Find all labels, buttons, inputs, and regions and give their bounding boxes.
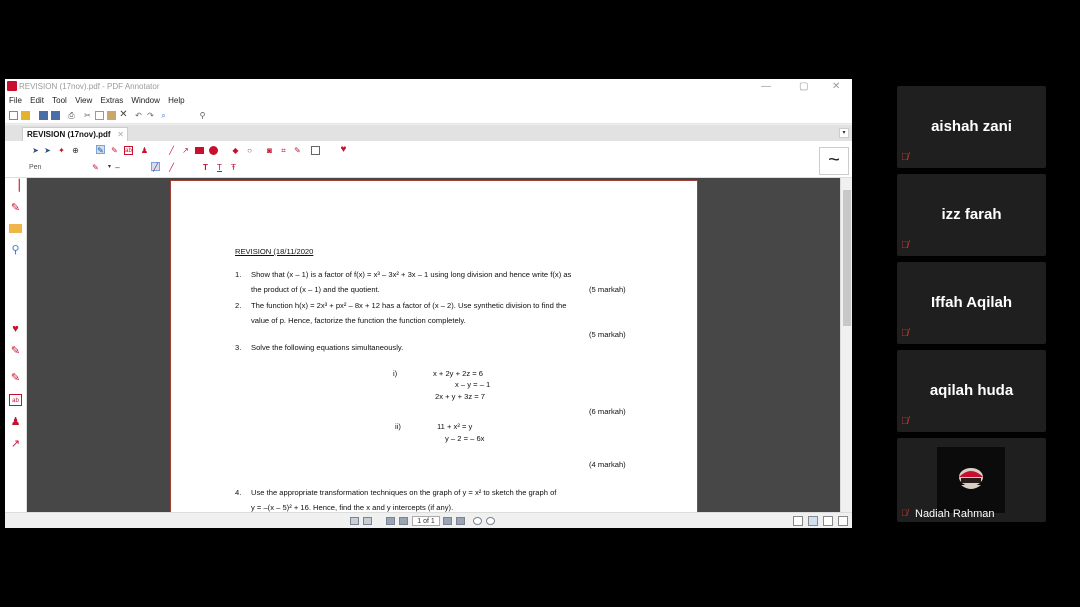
text-tool-t3-icon[interactable]: Ŧ <box>231 163 236 172</box>
back-icon[interactable] <box>473 517 482 525</box>
find-icon[interactable]: ⌕ <box>161 111 166 120</box>
participant-name: aishah zani <box>931 118 1012 135</box>
question-4-line-1: Use the appropriate transformation techniques on the graph of y = x² to sketch the graph of <box>251 488 557 497</box>
question-3-part-ii: ii) <box>395 422 401 431</box>
text-tool-t2-icon[interactable]: T <box>217 163 222 172</box>
participant-name: izz farah <box>941 206 1002 223</box>
question-4-number: 4. <box>235 488 242 497</box>
participant-tile-video[interactable] <box>897 438 1046 522</box>
next-page-icon[interactable] <box>443 517 452 525</box>
text-tool-t1-icon[interactable]: T <box>203 163 208 172</box>
stamp-icon[interactable]: ♟ <box>140 146 149 155</box>
page-thumbs-icon[interactable] <box>350 517 359 525</box>
menu-tool[interactable]: Tool <box>52 96 67 105</box>
mic-muted-icon: 🎙̸ <box>901 508 908 518</box>
question-1-number: 1. <box>235 270 242 279</box>
menu-file[interactable]: File <box>9 96 22 105</box>
ellipse-icon[interactable] <box>209 146 218 155</box>
text-box-icon[interactable]: ab <box>125 148 132 154</box>
participant-name: Iffah Aqilah <box>930 294 1013 311</box>
pen-tool-icon[interactable]: ✎ <box>97 146 104 155</box>
arrow-icon[interactable]: ↗ <box>182 146 189 155</box>
crop-icon[interactable]: ⌗ <box>281 146 286 155</box>
camera-icon[interactable]: ◙ <box>267 146 272 155</box>
participant-name: Nadiah Rahman <box>915 508 995 520</box>
document-tab-row <box>5 125 852 141</box>
rectangle-icon[interactable] <box>195 147 204 154</box>
main-toolbar <box>5 108 852 124</box>
mic-muted-icon: 🎙̸ <box>901 416 909 427</box>
scrollbar-thumb[interactable] <box>843 190 851 326</box>
question-2-line-2: value of p. Hence, factorize the function the function completely. <box>251 316 466 325</box>
marker-icon[interactable]: ✎ <box>294 146 301 155</box>
question-2-number: 2. <box>235 301 242 310</box>
heart-favorite-icon[interactable]: ♥ <box>12 323 19 335</box>
minimize-button[interactable]: — <box>761 81 771 92</box>
mic-muted-icon: 🎙̸ <box>901 328 909 339</box>
mic-muted-icon: 🎙̸ <box>901 240 909 251</box>
participant-tile[interactable] <box>897 262 1046 344</box>
menu-bar <box>5 94 852 108</box>
participant-video <box>937 447 1005 513</box>
app-logo-icon <box>7 81 17 91</box>
participant-tile[interactable] <box>897 350 1046 432</box>
mic-muted-icon: 🎙̸ <box>901 152 909 163</box>
pen-width-thin-icon[interactable]: ╱ <box>151 162 160 171</box>
question-3-i-equation-2: x – y = – 1 <box>455 380 491 389</box>
continuous-view-icon[interactable] <box>808 516 818 526</box>
page-indicator[interactable]: 1 of 1 <box>412 516 440 526</box>
vertical-scrollbar[interactable] <box>840 178 852 512</box>
red-pencil-icon[interactable]: ✎ <box>10 345 21 357</box>
open-folder-icon[interactable] <box>21 111 30 120</box>
redo-icon[interactable]: ↷ <box>147 111 154 120</box>
pdf-page[interactable] <box>170 180 698 512</box>
tab-label: REVISION (17nov).pdf <box>27 130 111 139</box>
first-page-icon[interactable] <box>386 517 395 525</box>
undo-icon[interactable]: ↶ <box>135 111 142 120</box>
red-pen-icon[interactable]: ✎ <box>10 202 21 214</box>
forward-icon[interactable] <box>486 517 495 525</box>
question-3-part-i: i) <box>393 369 398 378</box>
status-bar <box>5 512 852 528</box>
line-style-icon[interactable]: – <box>115 163 120 172</box>
participant-tile[interactable] <box>897 86 1046 168</box>
question-1-marks: (5 markah) <box>589 285 626 294</box>
question-3-ii-marks: (4 markah) <box>589 460 626 469</box>
pen-color-icon[interactable]: ✎ <box>92 163 99 172</box>
two-page-continuous-icon[interactable] <box>838 516 848 526</box>
question-3-i-equation-1: x + 2y + 2z = 6 <box>433 369 484 378</box>
print-preview-icon[interactable] <box>363 517 372 525</box>
tab-revision-pdf[interactable] <box>22 127 128 141</box>
pen-favorite-icon[interactable]: ▕ <box>11 180 20 192</box>
question-3-number: 3. <box>235 343 242 352</box>
participant-tile[interactable] <box>897 174 1046 256</box>
stamp-favorite-icon[interactable]: ♟ <box>10 416 21 428</box>
document-view[interactable] <box>27 178 840 512</box>
copy-icon[interactable] <box>95 111 104 120</box>
tab-close-icon[interactable]: ✕ <box>117 130 124 139</box>
binoculars-icon[interactable]: ⚲ <box>199 111 206 120</box>
page-heading: REVISION (18/11/2020 <box>235 247 314 256</box>
question-2-marks: (5 markah) <box>589 330 626 339</box>
paperclip-icon[interactable]: ⚲ <box>11 244 20 256</box>
question-3-line-1: Solve the following equations simultaneously. <box>251 343 404 352</box>
question-1-line-1: Show that (x – 1) is a factor of f(x) = x³ – 3x² + 3x – 1 using long division and hence write f(x) as <box>251 270 572 279</box>
question-1-line-2: the product of (x – 1) and the quotient. <box>251 285 380 294</box>
paste-icon[interactable] <box>107 111 116 120</box>
question-3-i-equation-3: 2x + y + 3z = 7 <box>435 392 486 401</box>
delete-icon[interactable]: ✕ <box>119 109 128 120</box>
select-arrow-icon[interactable]: ➤ <box>32 146 39 155</box>
line-icon[interactable]: ╱ <box>169 146 174 155</box>
restore-button[interactable]: ▢ <box>799 81 809 92</box>
highlighter-yellow-icon[interactable] <box>9 224 22 233</box>
previous-page-icon[interactable] <box>399 517 408 525</box>
tab-list-dropdown[interactable]: ▾ <box>839 128 849 138</box>
print-icon[interactable]: ⎙ <box>68 111 75 120</box>
new-document-icon[interactable] <box>9 111 18 120</box>
participant-name: aqilah huda <box>929 382 1014 399</box>
textbox-favorite-icon[interactable]: ab <box>9 394 22 406</box>
favorites-heart-icon[interactable]: ♥ <box>340 144 347 155</box>
menu-help[interactable]: Help <box>168 96 185 105</box>
menu-view[interactable]: View <box>75 96 93 105</box>
question-3-ii-equation-1: 11 + x² = y <box>437 422 473 431</box>
comment-icon[interactable]: ○ <box>247 146 252 155</box>
annotation-toolbar <box>5 141 852 178</box>
two-page-view-icon[interactable] <box>823 516 833 526</box>
question-4-line-2: y = –(x – 5)² + 16. Hence, find the x and y intercepts (if any). <box>251 503 454 512</box>
avatar-icon <box>937 447 1005 513</box>
question-2-line-1: The function h(x) = 2x³ + px² – 8x + 12 has a factor of (x – 2). Use synthetic division to find the <box>251 301 567 310</box>
pen-width-thick-icon[interactable]: ╱ <box>169 163 174 172</box>
pen-label: Pen <box>29 164 42 171</box>
single-page-view-icon[interactable] <box>793 516 803 526</box>
save-icon[interactable] <box>39 111 48 120</box>
select-text-icon[interactable]: ➤ <box>44 146 51 155</box>
save-as-icon[interactable] <box>51 111 60 120</box>
menu-window[interactable]: Window <box>131 96 160 105</box>
cut-icon[interactable]: ✂ <box>84 111 91 120</box>
handwriting-wave-button[interactable]: ~ <box>819 147 849 175</box>
image-icon[interactable] <box>311 146 320 155</box>
title-bar <box>5 79 852 94</box>
zoom-icon[interactable]: ⊕ <box>72 146 79 155</box>
favorites-sidebar <box>5 178 27 512</box>
question-3-ii-equation-2: y – 2 = – 6x <box>445 434 485 443</box>
last-page-icon[interactable] <box>456 517 465 525</box>
highlighter-icon[interactable]: ✎ <box>111 146 118 155</box>
menu-edit[interactable]: Edit <box>30 96 44 105</box>
marker-favorite-icon[interactable]: ✎ <box>10 372 21 384</box>
question-3-i-marks: (6 markah) <box>589 407 626 416</box>
arrow-favorite-icon[interactable]: ↗ <box>10 438 21 450</box>
pdf-annotator-window <box>5 79 852 528</box>
highlight-select-icon[interactable]: ✦ <box>58 146 65 155</box>
menu-extras[interactable]: Extras <box>100 96 124 105</box>
eraser-icon[interactable]: ◆ <box>232 146 239 155</box>
window-title: REVISION (17nov).pdf - PDF Annotator <box>19 82 160 91</box>
close-button[interactable]: ✕ <box>832 81 841 92</box>
pen-color-dropdown-icon[interactable]: ▾ <box>107 164 111 170</box>
